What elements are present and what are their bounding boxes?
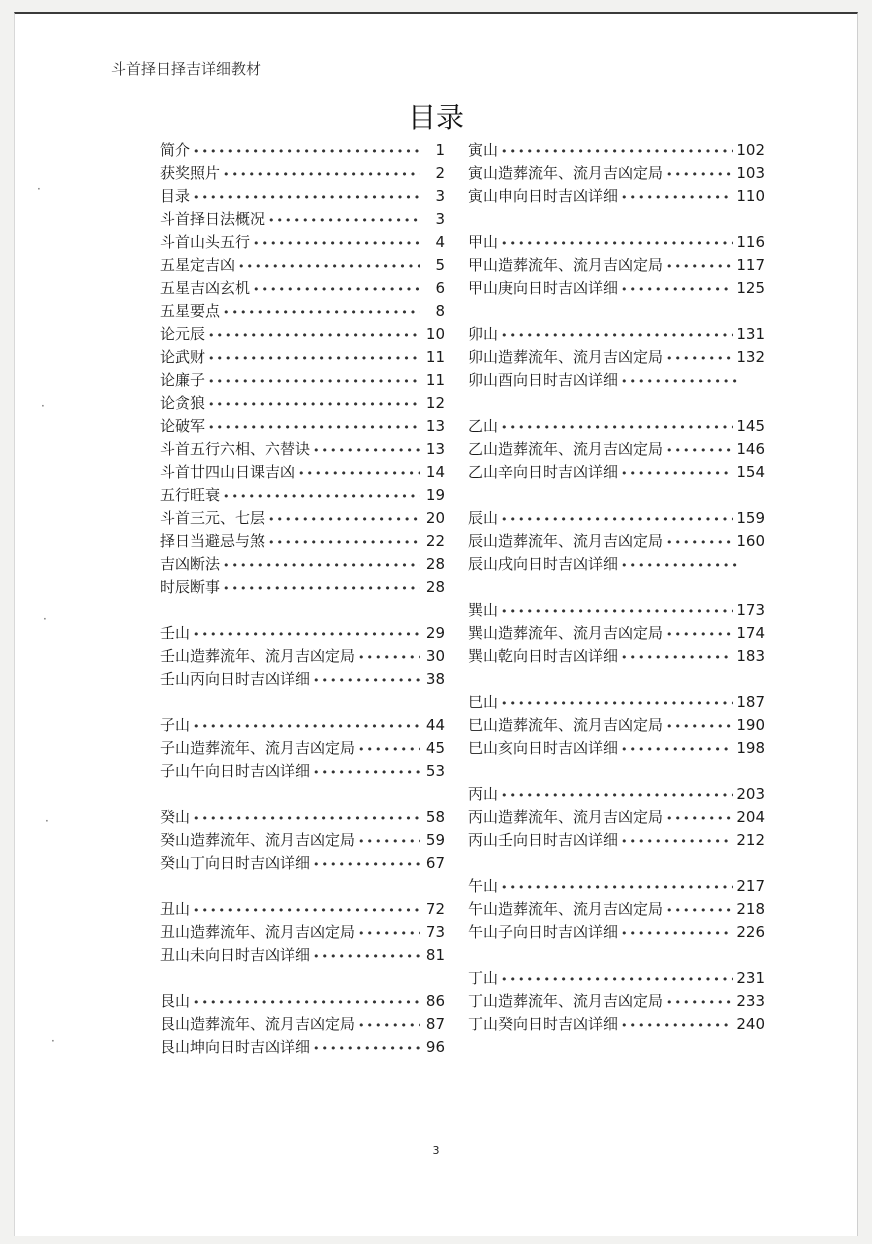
toc-entry-page: 13 bbox=[425, 417, 445, 435]
dot-leader bbox=[238, 255, 420, 278]
toc-entry[interactable] bbox=[468, 691, 765, 714]
dot-leader bbox=[358, 646, 420, 669]
toc-entry-title: 斗首五行六相、六替诀 bbox=[160, 440, 311, 458]
toc-entry-page: 59 bbox=[425, 831, 445, 849]
toc-spacer bbox=[468, 944, 765, 967]
dot-leader bbox=[268, 209, 420, 232]
toc-entry-page: 240 bbox=[736, 1015, 765, 1033]
toc-entry[interactable] bbox=[160, 714, 445, 737]
toc-entry-title: 目录 bbox=[160, 187, 191, 205]
dot-leader bbox=[223, 301, 420, 324]
toc-entry-page: 29 bbox=[425, 624, 445, 642]
dot-leader bbox=[621, 278, 733, 301]
toc-entry-title: 吉凶断法 bbox=[160, 555, 221, 573]
toc-entry-title: 寅山造葬流年、流月吉凶定局 bbox=[468, 164, 664, 182]
toc-entry-title: 论廉子 bbox=[160, 371, 206, 389]
toc-entry-title: 斗首山头五行 bbox=[160, 233, 251, 251]
toc-column-right bbox=[468, 139, 765, 1036]
dot-leader bbox=[313, 945, 420, 968]
toc-entry[interactable] bbox=[160, 852, 445, 875]
toc-entry[interactable] bbox=[160, 438, 445, 461]
dot-leader bbox=[666, 715, 733, 738]
toc-entry-page: 160 bbox=[736, 532, 765, 550]
toc-entry-page: 110 bbox=[736, 187, 765, 205]
dot-leader bbox=[501, 600, 733, 623]
dot-leader bbox=[208, 370, 420, 393]
dot-leader bbox=[501, 140, 733, 163]
toc-entry-title: 癸山丁向日时吉凶详细 bbox=[160, 854, 311, 872]
toc-entry[interactable] bbox=[468, 139, 765, 162]
toc-entry-title: 斗首择日法概况 bbox=[160, 210, 266, 228]
toc-entry[interactable] bbox=[160, 829, 445, 852]
toc-entry[interactable] bbox=[468, 645, 765, 668]
scan-speck: · bbox=[37, 182, 41, 196]
toc-entry-title: 壬山丙向日时吉凶详细 bbox=[160, 670, 311, 688]
dot-leader bbox=[313, 669, 420, 692]
toc-entry[interactable] bbox=[468, 162, 765, 185]
toc-entry-page: 159 bbox=[736, 509, 765, 527]
dot-leader bbox=[313, 761, 420, 784]
dot-leader bbox=[358, 1014, 420, 1037]
toc-entry[interactable] bbox=[160, 1013, 445, 1036]
toc-entry-page: 174 bbox=[736, 624, 765, 642]
toc-entry-title: 巳山 bbox=[468, 693, 499, 711]
toc-entry-page: 4 bbox=[435, 233, 445, 251]
toc-entry-page: 81 bbox=[425, 946, 445, 964]
toc-entry[interactable] bbox=[468, 415, 765, 438]
toc-entry-title: 论元辰 bbox=[160, 325, 206, 343]
dot-leader bbox=[298, 462, 420, 485]
toc-entry-title: 五星吉凶玄机 bbox=[160, 279, 251, 297]
scan-speck: · bbox=[43, 612, 47, 626]
toc-entry-page: 218 bbox=[736, 900, 765, 918]
toc-entry[interactable] bbox=[468, 1013, 765, 1036]
toc-entry[interactable] bbox=[468, 185, 765, 208]
dot-leader bbox=[208, 416, 420, 439]
toc-entry-title: 辰山造葬流年、流月吉凶定局 bbox=[468, 532, 664, 550]
dot-leader bbox=[208, 324, 420, 347]
toc-entry-title: 甲山造葬流年、流月吉凶定局 bbox=[468, 256, 664, 274]
toc-entry[interactable] bbox=[160, 208, 445, 231]
toc-entry-page: 28 bbox=[425, 578, 445, 596]
toc-entry-page: 217 bbox=[736, 877, 765, 895]
toc-entry-title: 子山造葬流年、流月吉凶定局 bbox=[160, 739, 356, 757]
dot-leader bbox=[193, 715, 420, 738]
toc-entry-page: 212 bbox=[736, 831, 765, 849]
toc-entry[interactable] bbox=[160, 300, 445, 323]
toc-spacer bbox=[160, 967, 445, 990]
toc-spacer bbox=[468, 852, 765, 875]
toc-entry-page: 12 bbox=[425, 394, 445, 412]
dot-leader bbox=[621, 830, 733, 853]
toc-entry-page: 45 bbox=[425, 739, 445, 757]
toc-entry[interactable] bbox=[160, 898, 445, 921]
dot-leader bbox=[621, 922, 733, 945]
toc-entry[interactable] bbox=[160, 944, 445, 967]
dot-leader bbox=[358, 830, 420, 853]
toc-entry-title: 乙山 bbox=[468, 417, 499, 435]
dot-leader bbox=[666, 899, 733, 922]
toc-entry[interactable] bbox=[468, 967, 765, 990]
dot-leader bbox=[501, 968, 733, 991]
toc-entry-title: 五星要点 bbox=[160, 302, 221, 320]
toc-entry[interactable] bbox=[160, 645, 445, 668]
toc-entry-page: 22 bbox=[425, 532, 445, 550]
dot-leader bbox=[501, 784, 733, 807]
dot-leader bbox=[193, 991, 420, 1014]
dot-leader bbox=[621, 738, 733, 761]
dot-leader bbox=[208, 347, 420, 370]
toc-entry-page: 102 bbox=[736, 141, 765, 159]
toc-entry-page: 11 bbox=[425, 348, 445, 366]
toc-entry-page: 173 bbox=[736, 601, 765, 619]
dot-leader bbox=[223, 554, 420, 577]
toc-entry-page: 38 bbox=[425, 670, 445, 688]
dot-leader bbox=[253, 278, 420, 301]
toc-entry[interactable] bbox=[468, 254, 765, 277]
dot-leader bbox=[501, 876, 733, 899]
toc-entry[interactable] bbox=[468, 783, 765, 806]
dot-leader bbox=[253, 232, 420, 255]
dot-leader bbox=[268, 531, 420, 554]
toc-entry-title: 巽山造葬流年、流月吉凶定局 bbox=[468, 624, 664, 642]
toc-entry[interactable] bbox=[468, 369, 765, 392]
toc-spacer bbox=[468, 392, 765, 415]
toc-entry-title: 择日当避忌与煞 bbox=[160, 532, 266, 550]
toc-entry-title: 乙山辛向日时吉凶详细 bbox=[468, 463, 619, 481]
running-header: 斗首择日择吉详细教材 bbox=[111, 60, 262, 78]
toc-entry[interactable] bbox=[160, 668, 445, 691]
dot-leader bbox=[501, 416, 733, 439]
toc-entry-page: 1 bbox=[435, 141, 445, 159]
toc-spacer bbox=[160, 875, 445, 898]
dot-leader bbox=[193, 140, 420, 163]
toc-entry-title: 时辰断事 bbox=[160, 578, 221, 596]
dot-leader bbox=[666, 807, 733, 830]
dot-leader bbox=[666, 623, 733, 646]
dot-leader bbox=[666, 531, 733, 554]
dot-leader bbox=[621, 462, 733, 485]
toc-entry[interactable] bbox=[468, 737, 765, 760]
toc-entry-page: 132 bbox=[736, 348, 765, 366]
toc-entry-page: 204 bbox=[736, 808, 765, 826]
dot-leader bbox=[621, 554, 740, 577]
toc-entry[interactable] bbox=[468, 231, 765, 254]
dot-leader bbox=[313, 439, 420, 462]
scan-speck: · bbox=[45, 814, 49, 828]
toc-entry-title: 卯山 bbox=[468, 325, 499, 343]
toc-entry[interactable] bbox=[160, 737, 445, 760]
toc-entry-title: 丑山未向日时吉凶详细 bbox=[160, 946, 311, 964]
dot-leader bbox=[193, 807, 420, 830]
toc-entry-title: 午山子向日时吉凶详细 bbox=[468, 923, 619, 941]
toc-entry-page: 233 bbox=[736, 992, 765, 1010]
toc-entry-page: 14 bbox=[425, 463, 445, 481]
toc-entry-page: 226 bbox=[736, 923, 765, 941]
toc-entry-title: 辰山 bbox=[468, 509, 499, 527]
document-page bbox=[14, 12, 858, 1236]
page-number: 3 bbox=[432, 1144, 440, 1157]
toc-entry-title: 论贪狼 bbox=[160, 394, 206, 412]
toc-entry[interactable] bbox=[468, 622, 765, 645]
scan-speck: · bbox=[51, 1034, 55, 1048]
toc-entry-page: 30 bbox=[425, 647, 445, 665]
dot-leader bbox=[621, 1014, 733, 1037]
dot-leader bbox=[621, 370, 740, 393]
toc-entry[interactable] bbox=[468, 599, 765, 622]
toc-entry-title: 巳山造葬流年、流月吉凶定局 bbox=[468, 716, 664, 734]
toc-entry-title: 论破军 bbox=[160, 417, 206, 435]
toc-spacer bbox=[468, 576, 765, 599]
toc-entry[interactable] bbox=[468, 829, 765, 852]
toc-entry-page: 183 bbox=[736, 647, 765, 665]
dot-leader bbox=[223, 577, 420, 600]
toc-entry-page: 131 bbox=[736, 325, 765, 343]
toc-entry[interactable] bbox=[160, 622, 445, 645]
toc-entry-page: 231 bbox=[736, 969, 765, 987]
toc-entry-title: 卯山酉向日时吉凶详细 bbox=[468, 371, 619, 389]
toc-entry-title: 壬山 bbox=[160, 624, 191, 642]
toc-entry-title: 壬山造葬流年、流月吉凶定局 bbox=[160, 647, 356, 665]
toc-entry[interactable] bbox=[160, 806, 445, 829]
dot-leader bbox=[358, 922, 420, 945]
toc-entry-title: 艮山造葬流年、流月吉凶定局 bbox=[160, 1015, 356, 1033]
toc-entry[interactable] bbox=[160, 415, 445, 438]
toc-entry-page: 203 bbox=[736, 785, 765, 803]
toc-column-left bbox=[160, 139, 445, 1059]
scan-speck: · bbox=[41, 399, 45, 413]
toc-entry-page: 44 bbox=[425, 716, 445, 734]
toc-entry[interactable] bbox=[468, 875, 765, 898]
toc-entry-title: 丙山 bbox=[468, 785, 499, 803]
toc-entry[interactable] bbox=[160, 760, 445, 783]
toc-entry[interactable] bbox=[160, 323, 445, 346]
toc-entry[interactable] bbox=[160, 162, 445, 185]
toc-entry[interactable] bbox=[160, 461, 445, 484]
toc-entry-page: 190 bbox=[736, 716, 765, 734]
dot-leader bbox=[208, 393, 420, 416]
toc-entry-title: 乙山造葬流年、流月吉凶定局 bbox=[468, 440, 664, 458]
dot-leader bbox=[666, 347, 733, 370]
dot-leader bbox=[193, 623, 420, 646]
toc-entry-title: 艮山 bbox=[160, 992, 191, 1010]
toc-entry[interactable] bbox=[468, 461, 765, 484]
toc-entry[interactable] bbox=[160, 1036, 445, 1059]
toc-entry[interactable] bbox=[160, 576, 445, 599]
toc-entry-page: 8 bbox=[435, 302, 445, 320]
dot-leader bbox=[666, 255, 733, 278]
toc-entry-title: 巽山 bbox=[468, 601, 499, 619]
dot-leader bbox=[223, 485, 420, 508]
toc-entry-title: 论武财 bbox=[160, 348, 206, 366]
toc-entry[interactable] bbox=[160, 369, 445, 392]
toc-entry[interactable] bbox=[160, 392, 445, 415]
toc-entry-title: 午山 bbox=[468, 877, 499, 895]
toc-entry-title: 丑山造葬流年、流月吉凶定局 bbox=[160, 923, 356, 941]
toc-entry-page: 3 bbox=[435, 210, 445, 228]
toc-entry[interactable] bbox=[468, 277, 765, 300]
toc-entry-title: 巽山乾向日时吉凶详细 bbox=[468, 647, 619, 665]
toc-entry[interactable] bbox=[160, 254, 445, 277]
dot-leader bbox=[223, 163, 420, 186]
toc-entry[interactable] bbox=[468, 921, 765, 944]
toc-entry[interactable] bbox=[468, 438, 765, 461]
toc-entry-title: 辰山戌向日时吉凶详细 bbox=[468, 555, 619, 573]
toc-spacer bbox=[468, 760, 765, 783]
toc-entry-page: 53 bbox=[425, 762, 445, 780]
toc-spacer bbox=[160, 783, 445, 806]
toc-entry-title: 甲山 bbox=[468, 233, 499, 251]
dot-leader bbox=[313, 1037, 420, 1060]
toc-spacer bbox=[160, 599, 445, 622]
toc-entry-title: 丁山 bbox=[468, 969, 499, 987]
toc-entry-page: 3 bbox=[435, 187, 445, 205]
dot-leader bbox=[358, 738, 420, 761]
toc-entry-page: 187 bbox=[736, 693, 765, 711]
toc-heading: 目录 bbox=[407, 101, 464, 134]
toc-entry[interactable] bbox=[160, 530, 445, 553]
toc-entry-page: 11 bbox=[425, 371, 445, 389]
toc-entry-page: 5 bbox=[435, 256, 445, 274]
dot-leader bbox=[621, 186, 733, 209]
toc-entry-title: 子山午向日时吉凶详细 bbox=[160, 762, 311, 780]
toc-entry-title: 斗首廿四山日课吉凶 bbox=[160, 463, 296, 481]
toc-entry-page: 6 bbox=[435, 279, 445, 297]
toc-entry-page: 13 bbox=[425, 440, 445, 458]
toc-entry-page: 67 bbox=[425, 854, 445, 872]
toc-entry-page: 20 bbox=[425, 509, 445, 527]
toc-entry[interactable] bbox=[468, 714, 765, 737]
toc-entry-title: 斗首三元、七层 bbox=[160, 509, 266, 527]
toc-entry[interactable] bbox=[160, 346, 445, 369]
dot-leader bbox=[666, 439, 733, 462]
toc-entry[interactable] bbox=[160, 185, 445, 208]
toc-entry[interactable] bbox=[468, 507, 765, 530]
toc-entry-title: 艮山坤向日时吉凶详细 bbox=[160, 1038, 311, 1056]
toc-entry-title: 卯山造葬流年、流月吉凶定局 bbox=[468, 348, 664, 366]
toc-entry[interactable] bbox=[160, 990, 445, 1013]
toc-entry[interactable] bbox=[468, 553, 765, 576]
toc-entry-page: 10 bbox=[425, 325, 445, 343]
toc-entry-page: 154 bbox=[736, 463, 765, 481]
toc-spacer bbox=[468, 668, 765, 691]
toc-entry-title: 午山造葬流年、流月吉凶定局 bbox=[468, 900, 664, 918]
toc-entry-page: 2 bbox=[435, 164, 445, 182]
toc-spacer bbox=[468, 300, 765, 323]
toc-entry-page: 73 bbox=[425, 923, 445, 941]
toc-entry-page: 28 bbox=[425, 555, 445, 573]
toc-entry-page: 116 bbox=[736, 233, 765, 251]
toc-entry-page: 19 bbox=[425, 486, 445, 504]
toc-entry[interactable] bbox=[160, 921, 445, 944]
toc-entry-page: 103 bbox=[736, 164, 765, 182]
toc-entry-title: 获奖照片 bbox=[160, 164, 221, 182]
dot-leader bbox=[666, 991, 733, 1014]
toc-entry-title: 丑山 bbox=[160, 900, 191, 918]
dot-leader bbox=[268, 508, 420, 531]
toc-entry-page: 146 bbox=[736, 440, 765, 458]
toc-spacer bbox=[468, 484, 765, 507]
toc-entry[interactable] bbox=[468, 806, 765, 829]
toc-entry-title: 五行旺衰 bbox=[160, 486, 221, 504]
toc-entry-title: 寅山 bbox=[468, 141, 499, 159]
dot-leader bbox=[501, 692, 733, 715]
toc-entry-page: 58 bbox=[425, 808, 445, 826]
dot-leader bbox=[621, 646, 733, 669]
toc-entry[interactable] bbox=[160, 231, 445, 254]
toc-entry-page: 125 bbox=[736, 279, 765, 297]
toc-entry-title: 简介 bbox=[160, 141, 191, 159]
toc-entry-title: 甲山庚向日时吉凶详细 bbox=[468, 279, 619, 297]
toc-entry-title: 癸山造葬流年、流月吉凶定局 bbox=[160, 831, 356, 849]
toc-entry-page: 96 bbox=[425, 1038, 445, 1056]
dot-leader bbox=[501, 508, 733, 531]
toc-entry-title: 丙山壬向日时吉凶详细 bbox=[468, 831, 619, 849]
dot-leader bbox=[501, 232, 733, 255]
toc-entry-title: 五星定吉凶 bbox=[160, 256, 236, 274]
toc-entry[interactable] bbox=[468, 530, 765, 553]
toc-entry[interactable] bbox=[160, 484, 445, 507]
toc-entry-page: 117 bbox=[736, 256, 765, 274]
dot-leader bbox=[313, 853, 420, 876]
dot-leader bbox=[666, 163, 733, 186]
toc-entry-page: 87 bbox=[425, 1015, 445, 1033]
toc-spacer bbox=[468, 208, 765, 231]
toc-entry[interactable] bbox=[468, 898, 765, 921]
toc-entry-page: 72 bbox=[425, 900, 445, 918]
toc-entry-title: 丁山癸向日时吉凶详细 bbox=[468, 1015, 619, 1033]
toc-entry-title: 癸山 bbox=[160, 808, 191, 826]
toc-entry-title: 寅山申向日时吉凶详细 bbox=[468, 187, 619, 205]
toc-entry-page: 145 bbox=[736, 417, 765, 435]
toc-entry[interactable] bbox=[160, 139, 445, 162]
toc-entry[interactable] bbox=[468, 346, 765, 369]
toc-entry-title: 丙山造葬流年、流月吉凶定局 bbox=[468, 808, 664, 826]
toc-entry[interactable] bbox=[160, 277, 445, 300]
toc-entry-title: 巳山亥向日时吉凶详细 bbox=[468, 739, 619, 757]
toc-entry[interactable] bbox=[468, 323, 765, 346]
toc-entry[interactable] bbox=[160, 553, 445, 576]
dot-leader bbox=[193, 899, 420, 922]
toc-entry[interactable] bbox=[468, 990, 765, 1013]
toc-entry[interactable] bbox=[160, 507, 445, 530]
dot-leader bbox=[501, 324, 733, 347]
toc-entry-page: 198 bbox=[736, 739, 765, 757]
toc-entry-title: 子山 bbox=[160, 716, 191, 734]
dot-leader bbox=[193, 186, 420, 209]
toc-entry-page: 86 bbox=[425, 992, 445, 1010]
toc-entry-title: 丁山造葬流年、流月吉凶定局 bbox=[468, 992, 664, 1010]
toc-spacer bbox=[160, 691, 445, 714]
